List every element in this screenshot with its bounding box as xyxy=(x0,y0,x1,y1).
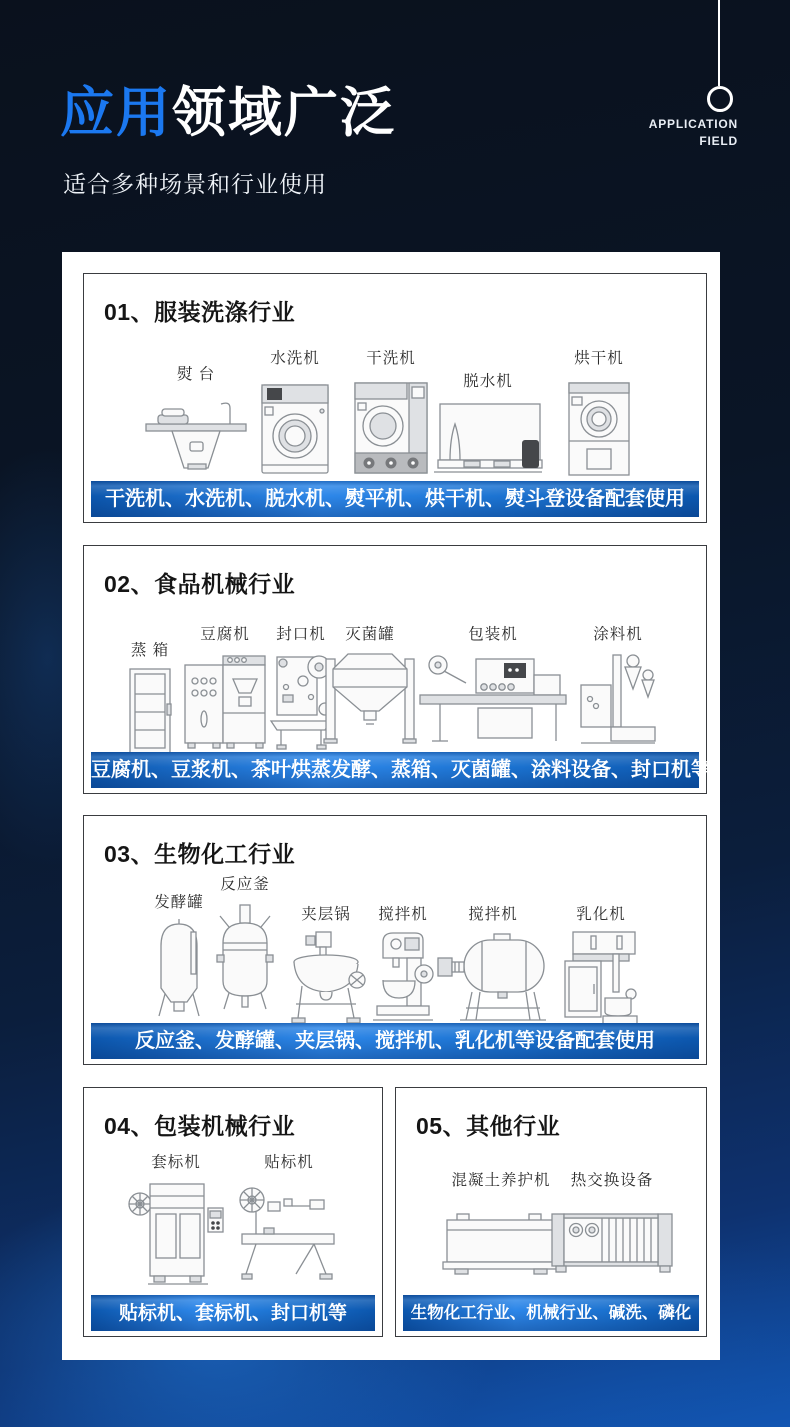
machine-label: 发酵罐 xyxy=(154,894,204,911)
page-title xyxy=(60,70,396,147)
machine-group xyxy=(255,346,335,477)
machine-label: 搅拌机 xyxy=(468,906,518,923)
drum-mixer-icon xyxy=(436,928,551,1026)
machine-label: 贴标机 xyxy=(264,1154,314,1171)
machine-label: 烘干机 xyxy=(574,350,624,367)
washing-machine-icon xyxy=(260,379,330,477)
machine-label: 包装机 xyxy=(468,626,518,643)
reactor-icon xyxy=(215,903,275,1013)
machine-label: 蒸 箱 xyxy=(130,642,170,659)
card-food-machinery xyxy=(83,545,711,794)
machine-label: 涂料机 xyxy=(593,626,643,643)
card-banner: 干洗机、水洗机、脱水机、熨平机、烘干机、熨斗登设备配套使用 xyxy=(91,481,699,517)
card-title: 02、食品机械行业 xyxy=(104,571,296,597)
concrete-curing-machine-icon xyxy=(441,1206,561,1278)
circle-ring-icon xyxy=(707,86,733,112)
machine-label: 脱水机 xyxy=(463,373,513,390)
ironing-table-icon xyxy=(142,398,250,474)
page-title-rest: 领域广泛 xyxy=(172,83,396,143)
machine-label: 夹层锅 xyxy=(301,906,351,923)
application-field-label: APPLICATION FIELD xyxy=(648,117,738,148)
machine-label: 干洗机 xyxy=(366,350,416,367)
emulsifier-icon xyxy=(561,928,641,1028)
card-banner: 贴标机、套标机、封口机等 xyxy=(91,1295,375,1331)
machine-group xyxy=(232,1150,346,1286)
machine-label: 灭菌罐 xyxy=(345,626,395,643)
machine-label: 豆腐机 xyxy=(200,626,250,643)
machine-label: 封口机 xyxy=(276,626,326,643)
card-biochemical xyxy=(83,815,707,1065)
heat-exchanger-icon xyxy=(550,1206,674,1278)
machine-label: 乳化机 xyxy=(576,906,626,923)
machine-group xyxy=(364,902,442,1028)
machine-group xyxy=(559,902,643,1028)
machine-group xyxy=(110,638,190,758)
sterilizer-tank-icon xyxy=(320,651,420,751)
card-packaging-machinery xyxy=(83,1087,383,1337)
page-subtitle: 适合多种场景和行业使用 xyxy=(63,171,327,197)
machine-group xyxy=(209,872,281,1013)
steam-cabinet-icon xyxy=(127,666,173,758)
vertical-line-decoration xyxy=(718,0,720,86)
machine-group xyxy=(349,346,433,477)
card-banner: 反应釜、发酵罐、夹层锅、搅拌机、乳化机等设备配套使用 xyxy=(91,1023,699,1059)
card-title: 05、其他行业 xyxy=(416,1113,561,1139)
machine-group xyxy=(548,1168,676,1278)
machine-label: 套标机 xyxy=(151,1154,201,1171)
coating-machine-icon xyxy=(579,651,657,751)
drying-machine-icon xyxy=(567,379,631,479)
machine-label: 反应釜 xyxy=(220,876,270,893)
mixer-icon xyxy=(371,928,435,1028)
fermenter-icon xyxy=(153,918,205,1020)
machine-group xyxy=(284,902,368,1026)
machine-group xyxy=(140,362,252,474)
machine-group xyxy=(417,622,569,751)
machine-label: 热交换设备 xyxy=(570,1172,654,1189)
card-title: 01、服装洗涤行业 xyxy=(104,299,296,325)
machine-label: 混凝土养护机 xyxy=(451,1172,551,1189)
machine-label: 熨 台 xyxy=(176,366,216,383)
machine-group xyxy=(429,369,547,478)
card-clothing-washing xyxy=(83,273,707,523)
machine-group xyxy=(577,622,659,751)
machine-label: 搅拌机 xyxy=(378,906,428,923)
machine-group xyxy=(144,890,214,1020)
card-banner: 豆腐机、豆浆机、茶叶烘蒸发酵、蒸箱、灭菌罐、涂料设备、封口机等 xyxy=(91,752,699,788)
card-title: 03、生物化工行业 xyxy=(104,841,296,867)
card-banner: 生物化工行业、机械行业、碱洗、磷化 xyxy=(403,1295,699,1331)
machine-group xyxy=(559,346,639,479)
packing-machine-icon xyxy=(418,651,568,751)
machine-group xyxy=(181,622,269,751)
labeling-machine-icon xyxy=(234,1186,344,1286)
dewatering-machine-icon xyxy=(432,400,544,478)
sleeve-labeling-machine-icon xyxy=(128,1178,224,1290)
tofu-machine-icon xyxy=(183,651,267,751)
jacketed-kettle-icon xyxy=(286,928,366,1026)
machine-label: 水洗机 xyxy=(270,350,320,367)
card-title: 04、包装机械行业 xyxy=(104,1113,296,1139)
machine-group xyxy=(318,622,422,751)
dry-cleaning-machine-icon xyxy=(353,379,429,477)
page-title-highlight: 应用 xyxy=(60,83,172,143)
machine-group xyxy=(126,1150,226,1290)
machine-group xyxy=(434,902,552,1026)
card-other-industries xyxy=(395,1087,707,1337)
machine-group xyxy=(438,1168,564,1278)
